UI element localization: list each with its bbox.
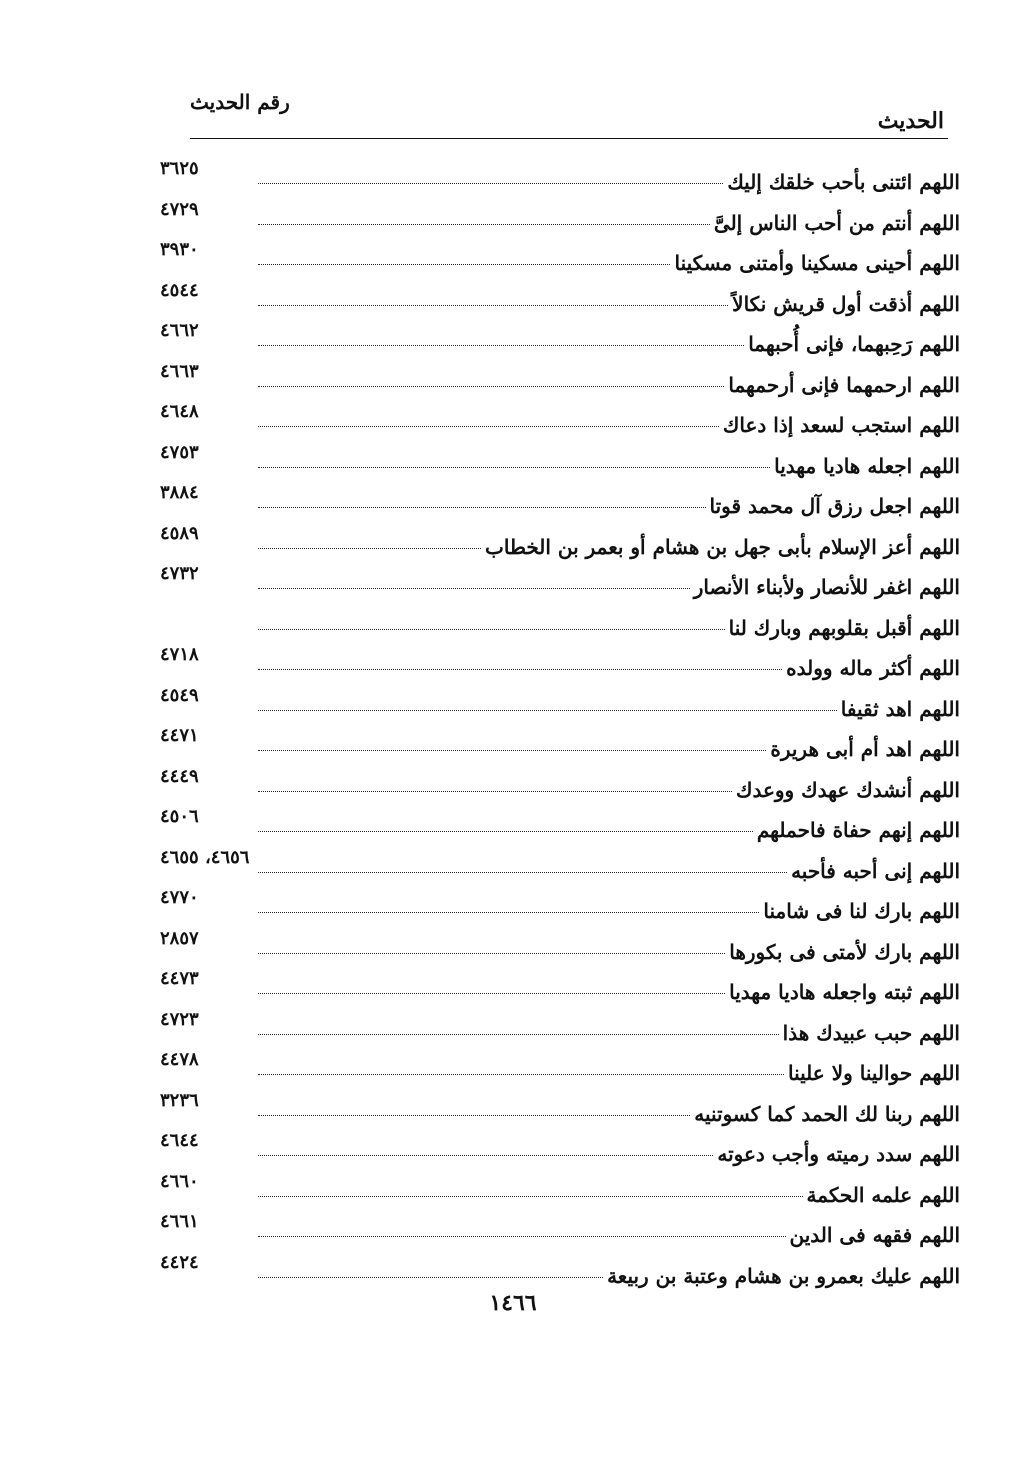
dot-leader xyxy=(258,993,725,994)
index-entry xyxy=(160,806,960,842)
entry-number: ٤٧٥٣ xyxy=(160,442,199,463)
dot-leader xyxy=(258,1115,690,1116)
dot-leader xyxy=(258,1277,603,1278)
entry-title: اللهم بارك لأمتى فى بكورها xyxy=(729,940,960,964)
entry-title: اللهم فقهه فى الدين xyxy=(789,1223,960,1247)
entry-title: اللهم ثبته واجعله هاديا مهديا xyxy=(729,980,960,1004)
dot-leader xyxy=(258,912,759,913)
index-entry xyxy=(160,604,960,640)
index-entry xyxy=(160,563,960,599)
dot-leader xyxy=(258,710,837,711)
entry-number: ٣٦٢٥ xyxy=(160,158,199,179)
entry-title: اللهم أنتم من أحب الناس إلىَّ xyxy=(713,211,960,235)
index-entry xyxy=(160,1049,960,1085)
dot-leader xyxy=(258,183,723,184)
dot-leader xyxy=(258,588,690,589)
entry-number: ٤٥٤٤ xyxy=(160,280,199,301)
dot-leader xyxy=(258,953,725,954)
entry-number: ٤٦٦١ xyxy=(160,1211,199,1232)
index-entry xyxy=(160,1009,960,1045)
entry-title: اللهم ربنا لك الحمد كما كسوتنيه xyxy=(694,1102,960,1126)
dot-leader xyxy=(258,264,670,265)
index-entry xyxy=(160,280,960,316)
entry-title: اللهم اهد ثقيفا xyxy=(840,697,960,721)
dot-leader xyxy=(258,629,725,630)
index-entry xyxy=(160,1211,960,1247)
dot-leader xyxy=(258,224,710,225)
dot-leader xyxy=(258,1236,786,1237)
dot-leader xyxy=(258,548,481,549)
entry-number: ٢٨٥٧ xyxy=(160,928,199,949)
entry-title: اللهم اجعله هاديا مهديا xyxy=(774,454,960,478)
entry-number: ٤٧٢٣ xyxy=(160,1009,199,1030)
entry-title: اللهم أقبل بقلوبهم وبارك لنا xyxy=(728,616,960,640)
entry-title: اللهم اجعل رزق آل محمد قوتا xyxy=(709,494,960,518)
index-entry xyxy=(160,158,960,194)
entry-title: اللهم اهد أم أبى هريرة xyxy=(770,737,960,761)
entry-number: ٤٥٨٩ xyxy=(160,523,199,544)
dot-leader xyxy=(258,305,728,306)
page-number: ١٤٦٦ xyxy=(489,1290,537,1316)
dot-leader xyxy=(258,1155,713,1156)
entry-title: اللهم سدد رميته وأجب دعوته xyxy=(717,1142,960,1166)
entry-number: ٤٤٧٣ xyxy=(160,968,199,989)
entry-number: ٤٦٤٤ xyxy=(160,1130,199,1151)
entry-number: ٤٧٣٢ xyxy=(160,563,199,584)
entry-number: ٤٦٦٣ xyxy=(160,361,199,382)
dot-leader xyxy=(258,1074,784,1075)
index-entry xyxy=(160,887,960,923)
index-entry xyxy=(160,847,960,883)
dot-leader xyxy=(258,467,770,468)
entry-title: اللهم بارك لنا فى شامنا xyxy=(763,899,960,923)
index-entry xyxy=(160,199,960,235)
index-entry xyxy=(160,239,960,275)
entry-number: ٤٤٢٤ xyxy=(160,1252,199,1273)
entry-number: ٤٤٧١ xyxy=(160,725,199,746)
entry-title: اللهم إنهم حفاة فاحملهم xyxy=(756,818,960,842)
entry-title: اللهم استجب لسعد إذا دعاك xyxy=(722,413,960,437)
header-rule xyxy=(190,138,948,139)
entry-title: اللهم ائتنى بأحب خلقك إليك xyxy=(727,170,960,194)
entry-title: اللهم أحينى مسكينا وأمتنى مسكينا xyxy=(674,251,960,275)
dot-leader xyxy=(258,1196,803,1197)
entry-title: اللهم عليك بعمرو بن هشام وعتبة بن ربيعة xyxy=(607,1264,960,1288)
entry-number: ٤٧١٨ xyxy=(160,644,199,665)
index-entry xyxy=(160,361,960,397)
index-entry xyxy=(160,523,960,559)
dot-leader xyxy=(258,669,782,670)
index-entry xyxy=(160,928,960,964)
index-entry xyxy=(160,725,960,761)
entry-number: ٤٦٦٢ xyxy=(160,320,199,341)
index-entry xyxy=(160,1130,960,1166)
entry-number: ٤٦٦٠ xyxy=(160,1171,199,1192)
dot-leader xyxy=(258,872,787,873)
entry-title: اللهم رَحِبهما، فإنى أُحبهما xyxy=(748,332,960,356)
index-entry xyxy=(160,1171,960,1207)
dot-leader xyxy=(258,831,753,832)
index-entry xyxy=(160,968,960,1004)
dot-leader xyxy=(258,426,719,427)
index-entry xyxy=(160,482,960,518)
index-entry xyxy=(160,1252,960,1288)
column-header-hadith-number: رقم الحديث xyxy=(190,90,290,114)
index-entry xyxy=(160,766,960,802)
entry-number: ٤٤٤٩ xyxy=(160,766,199,787)
entry-title: اللهم حبب عبيدك هذا xyxy=(782,1021,960,1045)
index-entry xyxy=(160,401,960,437)
entry-title: اللهم أنشدك عهدك ووعدك xyxy=(735,778,960,802)
dot-leader xyxy=(258,345,744,346)
entry-number: ٤٧٧٠ xyxy=(160,887,199,908)
entry-number: ٣٩٣٠ xyxy=(160,239,199,260)
entry-number: ٤٤٧٨ xyxy=(160,1049,199,1070)
entry-title: اللهم حوالينا ولا علينا xyxy=(788,1061,960,1085)
index-entry xyxy=(160,442,960,478)
index-entry xyxy=(160,320,960,356)
index-entry xyxy=(160,644,960,680)
entry-title: اللهم ارحمهما فإنى أرحمهما xyxy=(728,373,960,397)
index-entry xyxy=(160,1090,960,1126)
entry-number: ٤٧٢٩ xyxy=(160,199,199,220)
entry-title: اللهم اغفر للأنصار ولأبناء الأنصار xyxy=(693,575,960,599)
dot-leader xyxy=(258,791,732,792)
dot-leader xyxy=(258,750,766,751)
entry-title: اللهم أذقت أول قريش نكالاً xyxy=(732,292,960,316)
entry-number: ٤٥٠٦ xyxy=(160,806,199,827)
entry-title: اللهم علمه الحكمة xyxy=(806,1183,960,1207)
dot-leader xyxy=(258,386,724,387)
entry-number: ٤٦٤٨ xyxy=(160,401,199,422)
entry-number: ٣٢٣٦ xyxy=(160,1090,199,1111)
column-header-hadith: الحديث xyxy=(877,108,944,134)
dot-leader xyxy=(258,1034,779,1035)
entry-title: اللهم أعز الإسلام بأبى جهل بن هشام أو بعمر بن الخطاب xyxy=(485,535,960,559)
entry-title: اللهم إنى أحبه فأحبه xyxy=(791,859,960,883)
entry-title: اللهم أكثر ماله وولده xyxy=(786,656,960,680)
entry-number: ٤٦٥٦، ٤٦٥٥ xyxy=(160,847,250,868)
dot-leader xyxy=(258,507,706,508)
index-entry xyxy=(160,685,960,721)
entry-number: ٣٨٨٤ xyxy=(160,482,199,503)
entry-number: ٤٥٤٩ xyxy=(160,685,199,706)
